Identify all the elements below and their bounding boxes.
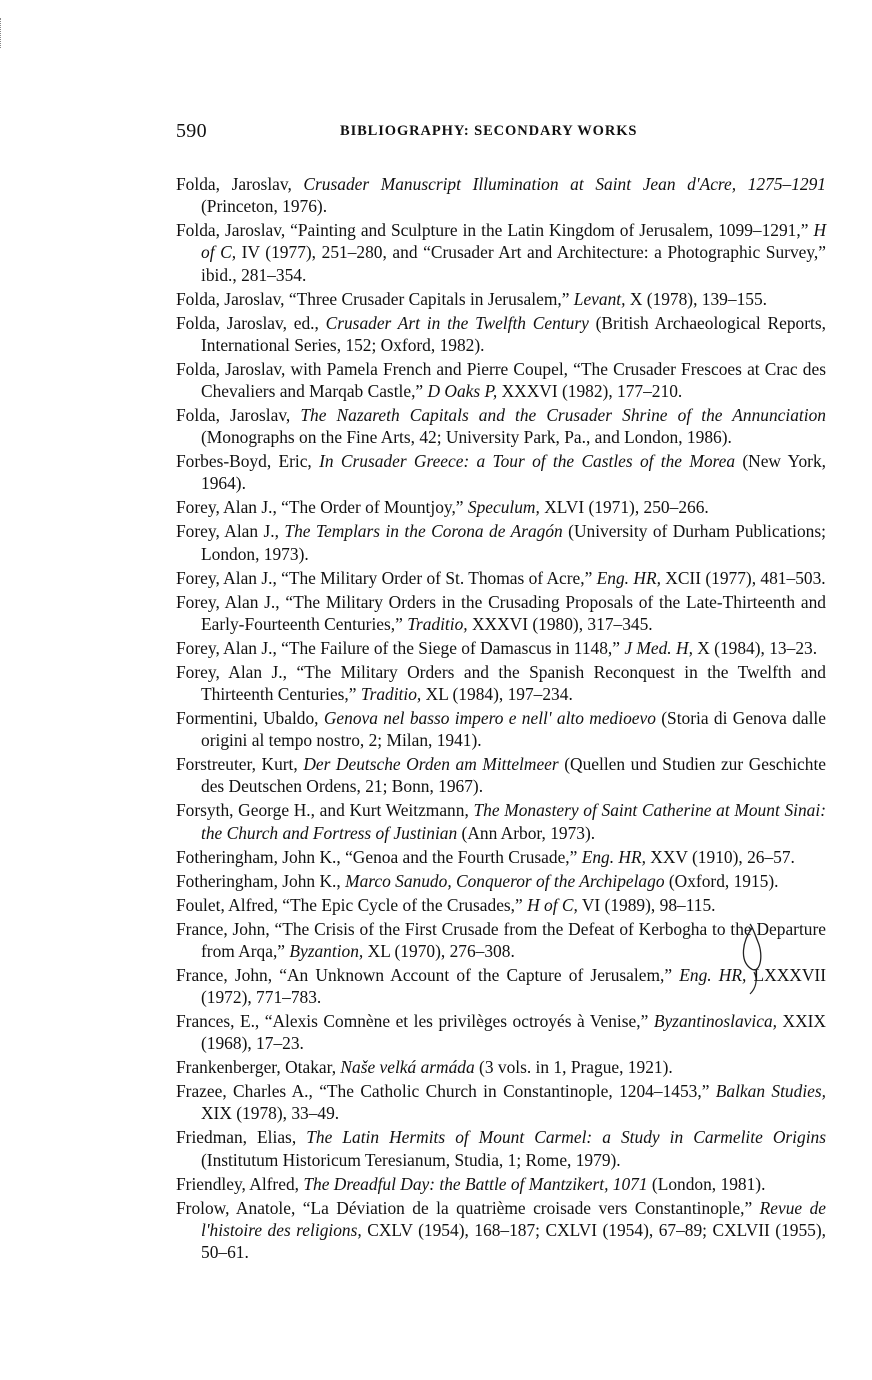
bibliography-entry (176, 870, 826, 892)
entry-title: Traditio, (360, 684, 422, 705)
entry-title: The Monastery of Saint Catherine at Mount Sinai: the Church and Fortress of Justinian (201, 800, 826, 843)
entry-text: Forey, Alan J., “The Military Order of St. Thomas of Acre,” (176, 567, 597, 588)
bibliography-entry (176, 591, 826, 635)
entry-text: XIX (1978), 33–49. (201, 1103, 340, 1124)
entry-text: Formentini, Ubaldo, (176, 708, 324, 729)
entry-text: Folda, Jaroslav, ed., (176, 312, 326, 333)
bibliography-entry (176, 312, 826, 356)
bibliography-entry (176, 1173, 826, 1195)
entry-text: Forey, Alan J., (176, 521, 285, 542)
bibliography-entry (176, 1056, 826, 1078)
entry-text: Frazee, Charles A., “The Catholic Church in Constantinople, 1204–1453,” (176, 1081, 716, 1102)
entry-title: Byzantion, (289, 940, 364, 961)
entry-title: H of C, (527, 894, 578, 915)
entry-text: (University of Durham Publications; London, 1973). (201, 521, 826, 564)
entry-title: Der Deutsche Orden am Mittelmeer (303, 754, 559, 775)
entry-text: Fotheringham, John K., “Genoa and the Fourth Crusade,” (176, 846, 582, 867)
bibliography-entry (176, 450, 826, 494)
entry-text: Folda, Jaroslav, “Painting and Sculpture in the Latin Kingdom of Jerusalem, 1099–1291,” (176, 220, 814, 241)
entry-text: France, John, “The Crisis of the First Crusade from the Defeat of Kerbogha to the Departure from Arqa,” (176, 918, 826, 961)
entry-text: (Institutum Historicum Teresianum, Studia, 1; Rome, 1979). (201, 1149, 621, 1170)
entry-text: Forey, Alan J., “The Order of Mountjoy,” (176, 497, 468, 518)
entry-title: J Med. H, (624, 637, 693, 658)
entry-text: X (1978), 139–155. (625, 288, 767, 309)
entry-text: (Oxford, 1915). (664, 870, 779, 891)
handwritten-pen-mark (724, 920, 784, 1000)
entry-text: Fotheringham, John K., (176, 870, 346, 891)
bibliography-entry (176, 753, 826, 797)
bibliography-entry (176, 894, 826, 916)
entry-text: Forsyth, George H., and Kurt Weitzmann, (176, 800, 474, 821)
entry-title: Revue de l'histoire des religions, (201, 1197, 826, 1240)
bibliography-entry (176, 661, 826, 705)
entry-text: LXXXVII (1972), 771–783. (201, 964, 826, 1008)
bibliography-entry (176, 707, 826, 751)
entry-text: Forey, Alan J., “The Military Orders in the Crusading Proposals of the Late-Thirteenth and Early-Fourteenth Centuries,” (176, 591, 826, 634)
bibliography-entry (176, 288, 826, 310)
entry-text: Frolow, Anatole, “La Déviation de la quatrième croisade vers Constantinople,” (176, 1197, 760, 1218)
entry-title: Eng. HR, (596, 567, 661, 588)
entry-text: XL (1970), 276–308. (363, 940, 515, 961)
entry-text: (Monographs on the Fine Arts, 42; University Park, Pa., and London, 1986). (201, 427, 732, 448)
entry-text: Frances, E., “Alexis Comnène et les privilèges octroyés à Venise,” (176, 1011, 654, 1032)
bibliography-entry (176, 846, 826, 868)
entry-title: The Templars in the Corona de Aragón (284, 521, 563, 542)
bibliography-entry (176, 567, 826, 589)
entry-text: Forstreuter, Kurt, (176, 754, 304, 775)
entry-title: Crusader Art in the Twelfth Century (325, 312, 589, 333)
entry-text: Foulet, Alfred, “The Epic Cycle of the Crusades,” (176, 894, 528, 915)
entry-text: CXLV (1954), 168–187; CXLVI (1954), 67–89; CXLVII (1955), 50–61. (201, 1219, 826, 1263)
entry-text: XXIX (1968), 17–23. (201, 1011, 826, 1054)
entry-text: Folda, Jaroslav, with Pamela French and Pierre Coupel, “The Crusader Frescoes at Crac des Chevaliers and Marqab Castle,” (176, 358, 826, 402)
entry-text: XXXVI (1982), 177–210. (497, 381, 683, 402)
entry-text: XXV (1910), 26–57. (645, 846, 795, 867)
entry-text: Forey, Alan J., “The Failure of the Siege of Damascus in 1148,” (176, 637, 625, 658)
entry-text: X (1984), 13–23. (692, 637, 818, 658)
margin-mark (0, 18, 4, 48)
entry-title: The Latin Hermits of Mount Carmel: a Study in Carmelite Origins (306, 1127, 826, 1148)
entry-text: (Ann Arbor, 1973). (457, 822, 596, 843)
entry-text: XCII (1977), 481–503. (660, 567, 826, 588)
entry-text: (Quellen und Studien zur Geschichte des Deutschen Ordens, 21; Bonn, 1967). (201, 754, 826, 797)
entry-text: Friendley, Alfred, (176, 1173, 304, 1194)
entry-text: Folda, Jaroslav, “Three Crusader Capitals in Jerusalem,” (176, 288, 574, 309)
entry-text: (New York, 1964). (201, 451, 826, 494)
running-head (176, 120, 824, 146)
entry-text: (London, 1981). (647, 1173, 766, 1194)
entry-text: Folda, Jaroslav, (176, 405, 301, 426)
bibliography-entry (176, 219, 826, 286)
running-title: BIBLIOGRAPHY: SECONDARY WORKS (340, 123, 638, 139)
entry-title: Levant, (573, 288, 626, 309)
bibliography-entry (176, 1197, 826, 1264)
bibliography-entry (176, 1126, 826, 1170)
bibliography-entry (176, 173, 826, 217)
entry-title: The Dreadful Day: the Battle of Mantzikert, 1071 (303, 1173, 648, 1194)
entry-title: Naše velká armáda (340, 1057, 475, 1078)
bibliography-entry (176, 496, 826, 518)
entry-title: Byzantinoslavica, (653, 1011, 777, 1032)
entry-text: (British Archaeological Reports, International Series, 152; Oxford, 1982). (201, 312, 826, 355)
bibliography-entry (176, 520, 826, 564)
entry-title: Speculum, (467, 497, 540, 518)
page-number: 590 (176, 120, 207, 142)
bibliography-entry (176, 358, 826, 402)
bibliography-entry (176, 1080, 826, 1124)
entry-title: H of C, (201, 220, 826, 263)
entry-text: (Storia di Genova dalle origini al tempo nostro, 2; Milan, 1941). (201, 708, 826, 751)
entry-title: Crusader Manuscript Illumination at Saint Jean d'Acre, 1275–1291 (303, 174, 826, 194)
bibliography-entry (176, 1010, 826, 1054)
bibliography-entry (176, 799, 826, 843)
entry-title: Genova nel basso impero e nell' alto medioevo (323, 708, 656, 729)
entry-title: Balkan Studies, (715, 1081, 826, 1102)
entry-text: Folda, Jaroslav, (176, 174, 304, 194)
bibliography-entry (176, 637, 826, 659)
entry-text: Friedman, Elias, (176, 1127, 307, 1148)
entry-title: Marco Sanudo, Conqueror of the Archipelago (345, 870, 665, 891)
entry-text: XLVI (1971), 250–266. (539, 497, 709, 518)
entry-title: Eng. HR, (581, 846, 646, 867)
entry-text: IV (1977), 251–280, and “Crusader Art and Architecture: a Photographic Survey,” ibid., 281–354. (201, 242, 826, 285)
entry-text: XL (1984), 197–234. (421, 684, 573, 705)
entry-text: (Princeton, 1976). (201, 196, 328, 217)
entry-text: Forbes-Boyd, Eric, (176, 451, 320, 472)
bibliography-entry (176, 404, 826, 448)
entry-title: Traditio, (407, 613, 468, 634)
entry-text: France, John, “An Unknown Account of the Capture of Jerusalem,” (176, 964, 680, 985)
entry-text: XXXVI (1980), 317–345. (467, 613, 653, 634)
entry-text: Frankenberger, Otakar, (176, 1057, 341, 1078)
entry-text: VI (1989), 98–115. (577, 894, 716, 915)
bibliography-list (176, 173, 826, 1265)
entry-title: The Nazareth Capitals and the Crusader Shrine of the Annunciation (300, 405, 826, 426)
entry-title: In Crusader Greece: a Tour of the Castles of the Morea (319, 451, 736, 472)
entry-text: (3 vols. in 1, Prague, 1921). (474, 1057, 673, 1078)
entry-text: Forey, Alan J., “The Military Orders and the Spanish Reconquest in the Twelfth and Thirteenth Centuries,” (176, 661, 826, 705)
entry-title: Eng. HR, (679, 964, 747, 985)
entry-title: D Oaks P, (427, 381, 498, 402)
